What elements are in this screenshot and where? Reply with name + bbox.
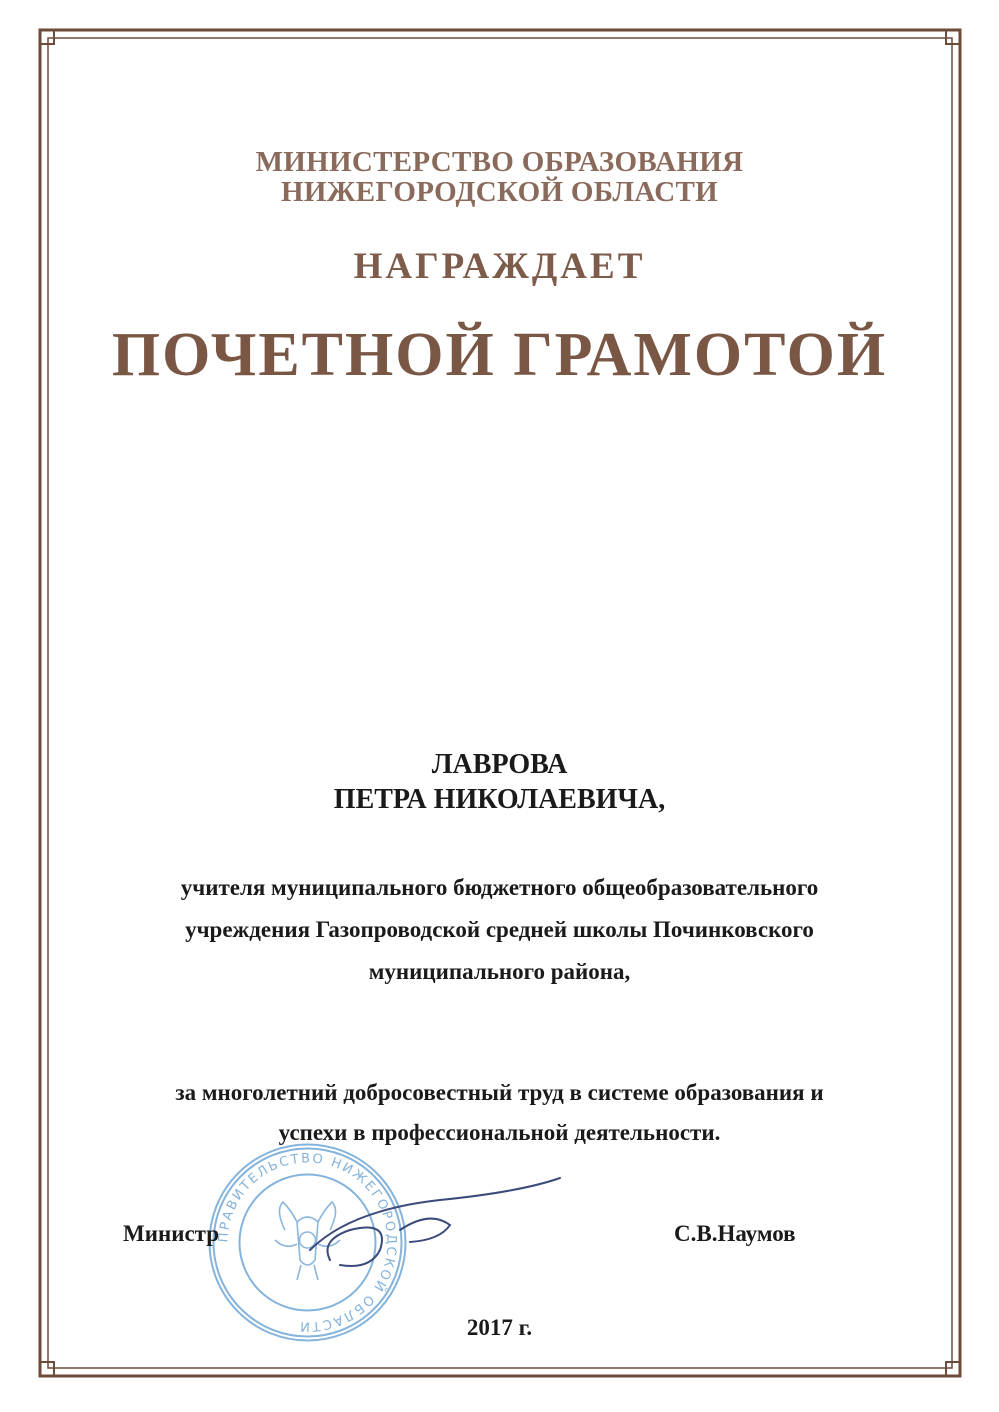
awards-heading: НАГРАЖДАЕТ bbox=[353, 246, 646, 287]
position-line-3: муниципального района, bbox=[368, 959, 631, 984]
reason-line-1: за многолетний добросовестный труд в системе образования и bbox=[175, 1080, 824, 1105]
handwritten-signature bbox=[290, 1170, 580, 1280]
position-line-2: учреждения Газопроводской средней школы Починковского bbox=[185, 917, 814, 942]
position-line-1: учителя муниципального бюджетного общеобразовательного bbox=[180, 875, 819, 900]
recipient-name: ПЕТРА НИКОЛАЕВИЧА, bbox=[333, 784, 666, 815]
ministry-line-2: НИЖЕГОРОДСКОЙ ОБЛАСТИ bbox=[281, 176, 718, 208]
issue-year: 2017 г. bbox=[466, 1315, 533, 1340]
recipient-surname: ЛАВРОВА bbox=[431, 749, 568, 780]
ministry-line-1: МИНИСТЕРСТВО ОБРАЗОВАНИЯ bbox=[255, 146, 744, 178]
gramota-heading: ПОЧЕТНОЙ ГРАМОТОЙ bbox=[111, 321, 888, 389]
reason-line-2: успехи в профессиональной деятельности. bbox=[278, 1120, 721, 1145]
signer-title: Министр bbox=[123, 1221, 220, 1246]
signer-name: С.В.Наумов bbox=[674, 1221, 796, 1246]
stamp-ring-text: ПРАВИТЕЛЬСТВО НИЖЕГОРОДСКОЙ ОБЛАСТИ bbox=[216, 1151, 399, 1334]
